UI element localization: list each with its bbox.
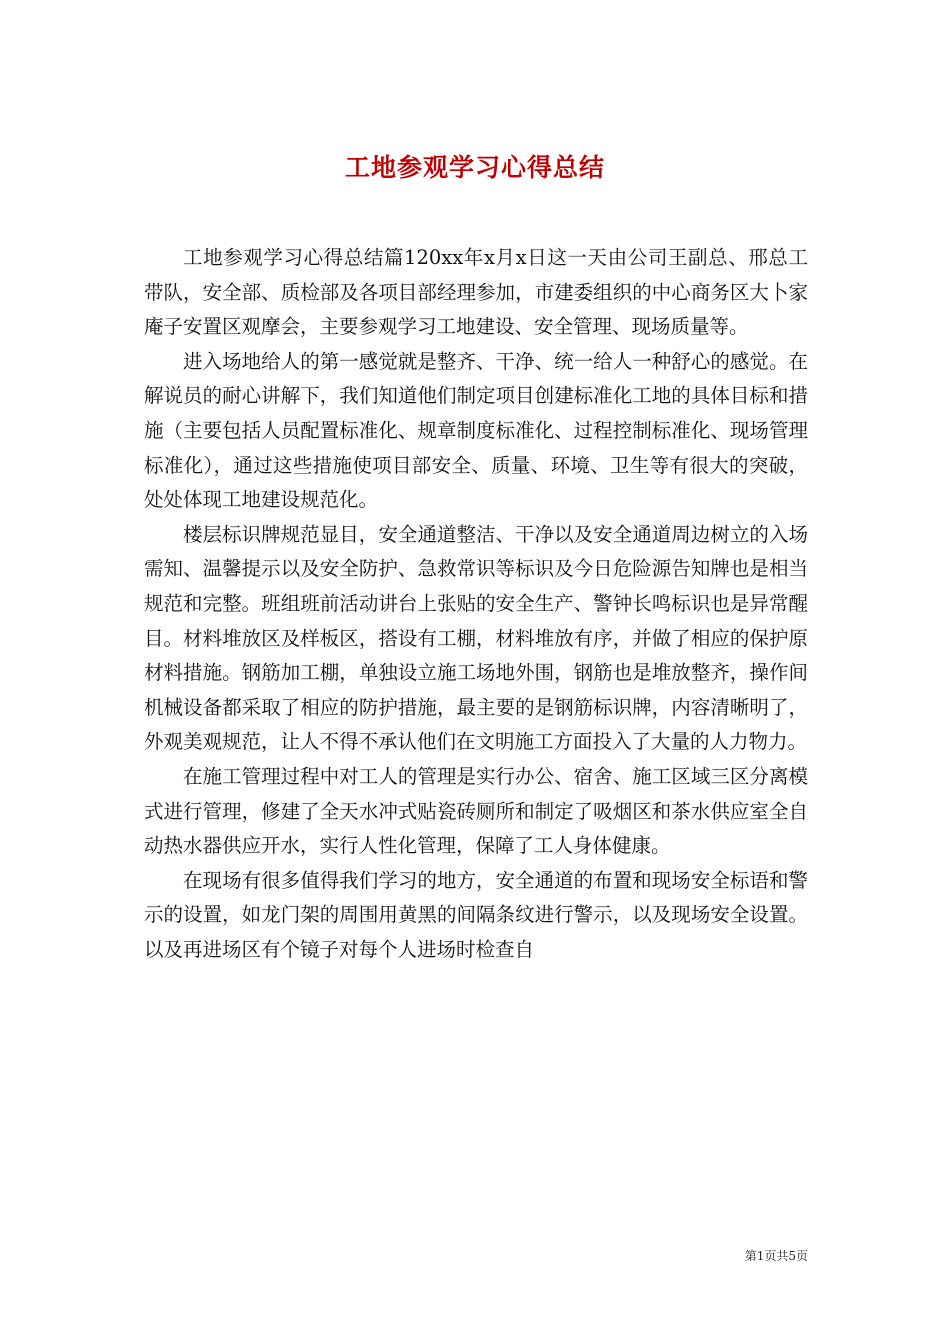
page-footer — [0, 1247, 808, 1264]
page-number: 第1页共5页 — [744, 1249, 808, 1263]
paragraph-4: 在施工管理过程中对工人的管理是实行办公、宿舍、施工区域三区分离模式进行管理，修建了全天水冲式贴瓷砖厕所和制定了吸烟区和茶水供应室全自动热水器供应开水，实行人性化管理，保障了工人身体健康。 — [144, 764, 808, 858]
paragraph-1: 工地参观学习心得总结篇120xx年x月x日这一天由公司王副总、邢总工带队，安全部、质检部及各项目部经理参加，市建委组织的中心商务区大卜家庵子安置区观摩会，主要参观学习工地建设、安全管理、现场质量等。 — [144, 246, 808, 339]
paragraph-2: 进入场地给人的第一感觉就是整齐、干净、统一给人一种舒心的感觉。在解说员的耐心讲解下，我们知道他们制定项目创建标准化工地的具体目标和措施（主要包括人员配置标准化、规章制度标准化、过程控制标准化、现场管理标准化），通过这些措施使项目部安全、质量、环境、卫生等有很大的突破，处处体现工地建设规范化。 — [144, 349, 808, 512]
paragraph-3: 楼层标识牌规范显目，安全通道整洁、干净以及安全通道周边树立的入场需知、温馨提示以及安全防护、急救常识等标识及今日危险源告知牌也是相当规范和完整。班组班前活动讲台上张贴的安全生产、警钟长鸣标识也是异常醒目。材料堆放区及样板区，搭设有工棚，材料堆放有序，并做了相应的保护原材料措施。钢筋加工棚，单独设立施工场地外围，钢筋也是堆放整齐，操作间机械设备都采取了相应的防护措施，最主要的是钢筋标识牌，内容清晰明了，外观美观规范，让人不得不承认他们在文明施工方面投入了大量的人力物力。 — [144, 522, 808, 754]
document-title: 工地参观学习心得总结 — [344, 152, 605, 182]
document-body — [144, 241, 808, 967]
paragraph-5: 在现场有很多值得我们学习的地方，安全通道的布置和现场安全标语和警示的设置，如龙门架的周围用黄黑的间隔条纹进行警示，以及现场安全设置。以及再进场区有个镜子对每个人进场时检查自 — [144, 868, 808, 961]
